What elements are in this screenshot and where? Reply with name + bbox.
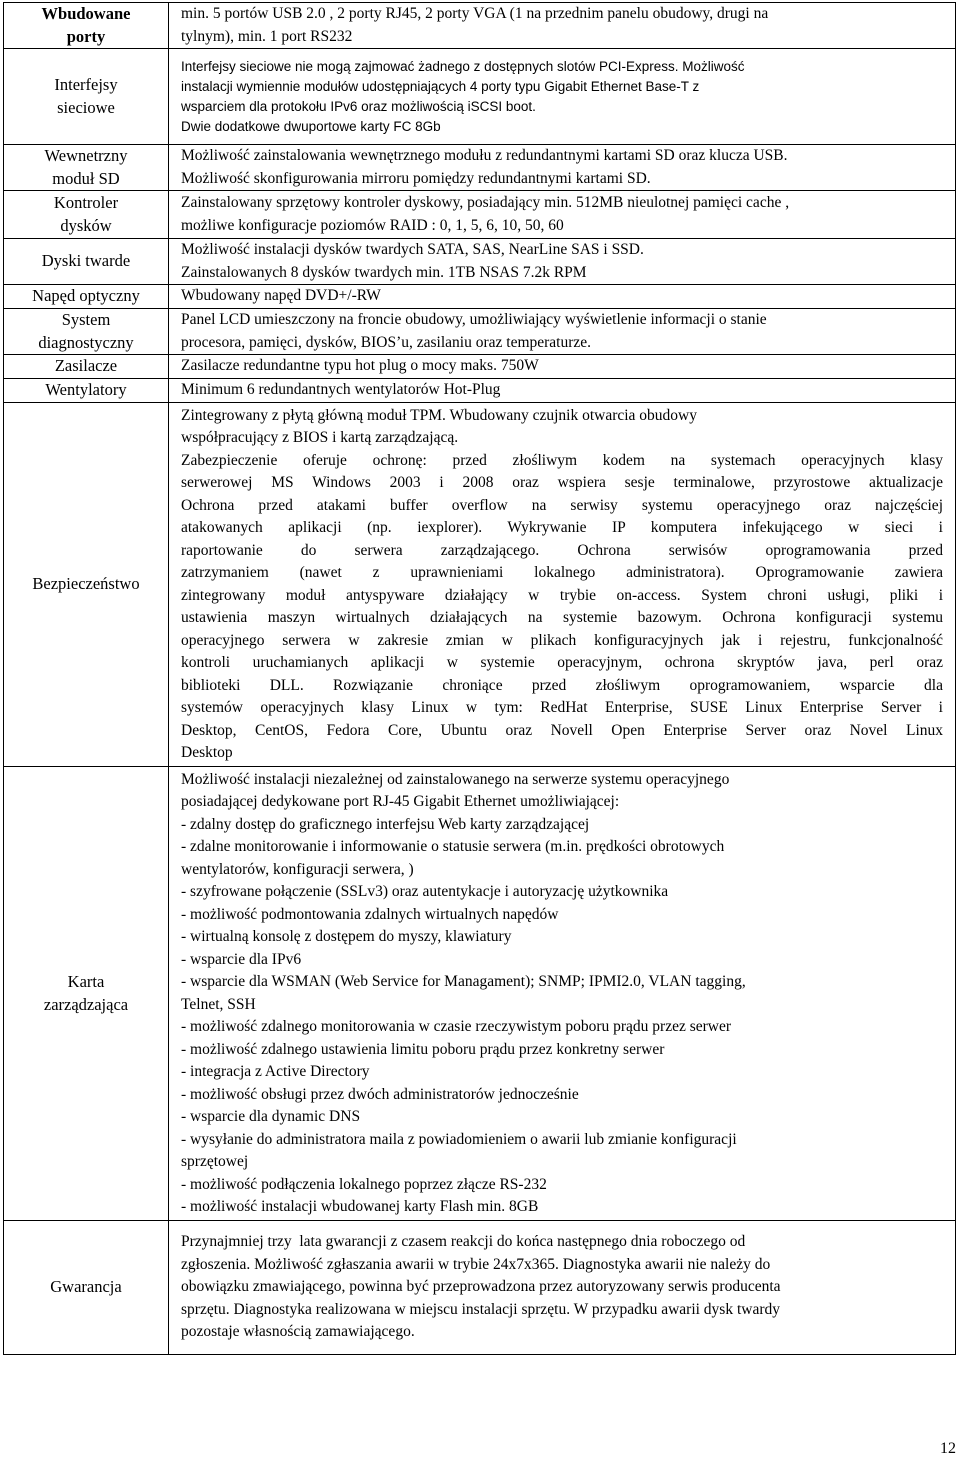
spec-row xyxy=(4,239,956,285)
content-line: sprzętowej xyxy=(181,1153,249,1170)
spec-row xyxy=(4,403,956,767)
row-label: Interfejsy sieciowe xyxy=(4,49,169,145)
spec-row xyxy=(4,767,956,1221)
content-line: Interfejsy sieciowe nie mogą zajmować żadnego z dostępnych slotów PCI-Express. Możliwość xyxy=(181,58,745,74)
content-line: Telnet, SSH xyxy=(181,995,256,1013)
specification-table xyxy=(3,2,956,1355)
content-line: Dwie dodatkowe dwuportowe karty FC 8Gb xyxy=(181,118,441,134)
specification-table-body xyxy=(4,3,956,1355)
content-line: możliwe konfiguracje poziomów RAID : 0, 1, 5, 6, 10, 50, 60 xyxy=(181,216,564,234)
content-line: Zainstalowanych 8 dysków twardych min. 1TB NSAS 7.2k RPM xyxy=(181,263,587,281)
spec-row xyxy=(4,309,956,355)
content-line: Przynajmniej trzy lata gwarancji z czasem reakcji do końca następnego dnia roboczego od xyxy=(181,1233,746,1251)
content-line: biblioteki DLL. Rozwiązanie chroniące przed złośliwym oprogramowaniem, wsparcie dla xyxy=(181,676,943,694)
content-line: zatrzymaniem (nawet z uprawnieniami lokalnego administratora). Oprogramowanie zawiera xyxy=(181,564,943,581)
content-line: serwerowej MS Windows 2003 i 2008 oraz wspiera sesje terminalowe, przyrostowe aktualizacje xyxy=(181,474,943,491)
content-line: min. 5 portów USB 2.0 , 2 porty RJ45, 2 porty VGA (1 na przednim panelu obudowy, drugi na xyxy=(181,5,769,22)
content-line: Ochrona przed atakami buffer overflow na serwisy systemu operacyjnego oraz najczęściej xyxy=(181,496,943,514)
spec-row xyxy=(4,285,956,309)
row-content xyxy=(169,379,956,403)
content-line: raportowanie do serwera zarządzającego. Ochrona serwisów oprogramowania przed xyxy=(181,541,943,559)
content-line: - możliwość podmontowania zdalnych wirtualnych napędów xyxy=(181,905,559,923)
content-line: - zdalne monitorowanie i informowanie o statusie serwera (m.in. prędkości obrotowych xyxy=(181,838,725,855)
row-content xyxy=(169,49,956,145)
spec-row xyxy=(4,355,956,379)
content-line: - wysyłanie do administratora maila z powiadomieniem o awarii lub zmianie konfiguracji xyxy=(181,1130,737,1148)
content-line: - możliwość podłączenia lokalnego poprzez złącze RS-232 xyxy=(181,1175,547,1193)
spec-row xyxy=(4,379,956,403)
row-label: Dyski twarde xyxy=(4,239,169,285)
content-line: Możliwość skonfigurowania mirroru pomiędzy redundantnymi kartami SD. xyxy=(181,169,651,187)
content-line: Wbudowany napęd DVD+/-RW xyxy=(181,287,381,305)
row-content xyxy=(169,285,956,309)
row-content xyxy=(169,767,956,1221)
content-line: Zintegrowany z płytą główną moduł TPM. Wbudowany czujnik otwarcia obudowy xyxy=(181,406,697,424)
content-line: - możliwość zdalnego ustawienia limitu poboru prądu przez konkretny serwer xyxy=(181,1040,665,1058)
content-line: Panel LCD umieszczony na froncie obudowy, umożliwiający wyświetlenie informacji o stanie xyxy=(181,311,767,328)
content-line: pozostaje własnością zamawiającego. xyxy=(181,1323,415,1341)
content-line: zintegrowany moduł antyspyware działający w trybie on-access. System chroni usługi, pliki i xyxy=(181,586,943,604)
row-label: System diagnostyczny xyxy=(4,309,169,355)
content-line: Zasilacze redundantne typu hot plug o mocy maks. 750W xyxy=(181,357,539,375)
content-line: - możliwość obsługi przez dwóch administratorów jednocześnie xyxy=(181,1085,579,1103)
row-content xyxy=(169,403,956,767)
row-label: Kontroler dysków xyxy=(4,191,169,239)
content-line: Możliwość zainstalowania wewnętrznego modułu z redundantnymi kartami SD oraz klucza USB. xyxy=(181,147,788,164)
content-line: - możliwość instalacji wbudowanej karty Flash min. 8GB xyxy=(181,1198,539,1215)
row-content xyxy=(169,355,956,379)
content-line: Desktop, CentOS, Fedora Core, Ubuntu oraz Novell Open Enterprise Server oraz Novel Linux xyxy=(181,721,943,739)
content-line: instalacji wymiennie modułów udostępniających 4 porty typu Gigabit Ethernet Base-T z xyxy=(181,78,700,94)
content-line: - integracja z Active Directory xyxy=(181,1063,370,1080)
row-content xyxy=(169,191,956,239)
content-line: Możliwość instalacji niezależnej od zainstalowanego na serwerze systemu operacyjnego xyxy=(181,770,730,788)
content-line: tylnym), min. 1 port RS232 xyxy=(181,27,353,45)
row-label: Wewnetrzny moduł SD xyxy=(4,145,169,191)
row-label: Gwarancja xyxy=(4,1221,169,1355)
content-line: ustawienia maszyn wirtualnych działających na systemie bazowym. Ochrona konfiguracji systemu xyxy=(181,609,943,626)
spec-row xyxy=(4,49,956,145)
content-line: - szyfrowane połączenie (SSLv3) oraz autentykacje i autoryzację użytkownika xyxy=(181,883,669,900)
row-content xyxy=(169,1221,956,1355)
content-line: zgłoszenia. Możliwość zgłaszania awarii w trybie 24x7x365. Diagnostyka awarii nie należy do xyxy=(181,1255,771,1273)
content-line: sprzętu. Diagnostyka realizowana w miejscu instalacji sprzętu. W przypadku awarii dysk twardy xyxy=(181,1300,781,1318)
content-line: Zabezpieczenie oferuje ochronę: przed złośliwym kodem na systemach operacyjnych klasy xyxy=(181,451,943,469)
content-line: - wsparcie dla dynamic DNS xyxy=(181,1108,361,1125)
content-line: systemów operacyjnych klasy Linux w tym: RedHat Enterprise, SUSE Linux Enterprise Server i xyxy=(181,699,943,716)
content-line: Minimum 6 redundantnych wentylatorów Hot-Plug xyxy=(181,381,501,399)
spec-row xyxy=(4,3,956,49)
content-line: atakowanych aplikacji (np. iexplorer). Wykrywanie IP komputera infekującego w sieci i xyxy=(181,519,943,536)
row-label: Napęd optyczny xyxy=(4,285,169,309)
spec-row xyxy=(4,145,956,191)
content-line: posiadającej dedykowane port RJ-45 Gigabit Ethernet umożliwiającej: xyxy=(181,793,620,810)
row-label: Wbudowane porty xyxy=(4,3,169,49)
row-content xyxy=(169,239,956,285)
content-line: Możliwość instalacji dysków twardych SATA, SAS, NearLine SAS i SSD. xyxy=(181,241,644,258)
content-line: operacyjnego serwera w zakresie zmian w plikach konfiguracyjnych jak i rejestru, funkcjonalność xyxy=(181,631,943,649)
row-label: Wentylatory xyxy=(4,379,169,403)
row-content xyxy=(169,309,956,355)
content-line: Zainstalowany sprzętowy kontroler dyskowy, posiadający min. 512MB nieulotnej pamięci cache , xyxy=(181,194,790,211)
content-line: współpracujący z BIOS i kartą zarządzającą. xyxy=(181,429,459,446)
content-line: - zdalny dostęp do graficznego interfejsu Web karty zarządzającej xyxy=(181,815,590,833)
content-line: - wirtualną konsolę z dostępem do myszy, klawiatury xyxy=(181,928,512,945)
content-line: kontroli uruchamianych aplikacji w systemie operacyjnym, ochrona skryptów java, perl oraz xyxy=(181,654,943,671)
spec-row xyxy=(4,1221,956,1355)
page-number: 12 xyxy=(940,1440,956,1457)
spec-row xyxy=(4,191,956,239)
row-content xyxy=(169,145,956,191)
content-line: wsparciem dla protokołu IPv6 oraz możliwością iSCSI boot. xyxy=(181,98,536,114)
row-content xyxy=(169,3,956,49)
row-label: Karta zarządzająca xyxy=(4,767,169,1221)
content-line: - wsparcie dla IPv6 xyxy=(181,950,302,968)
content-line: - wsparcie dla WSMAN (Web Service for Managament); SNMP; IPMI2.0, VLAN tagging, xyxy=(181,973,746,990)
content-line: Desktop xyxy=(181,744,233,761)
content-line: - możliwość zdalnego monitorowania w czasie rzeczywistym poboru prądu przez serwer xyxy=(181,1018,732,1035)
row-label: Bezpieczeństwo xyxy=(4,403,169,767)
content-line: obowiązku zmawiającego, powinna być przeprowadzona przez autoryzowany serwis producenta xyxy=(181,1278,781,1296)
content-line: procesora, pamięci, dysków, BIOS’u, zasilaniu oraz temperaturze. xyxy=(181,333,592,351)
row-label: Zasilacze xyxy=(4,355,169,379)
content-line: wentylatorów, konfiguracji serwera, ) xyxy=(181,860,414,878)
